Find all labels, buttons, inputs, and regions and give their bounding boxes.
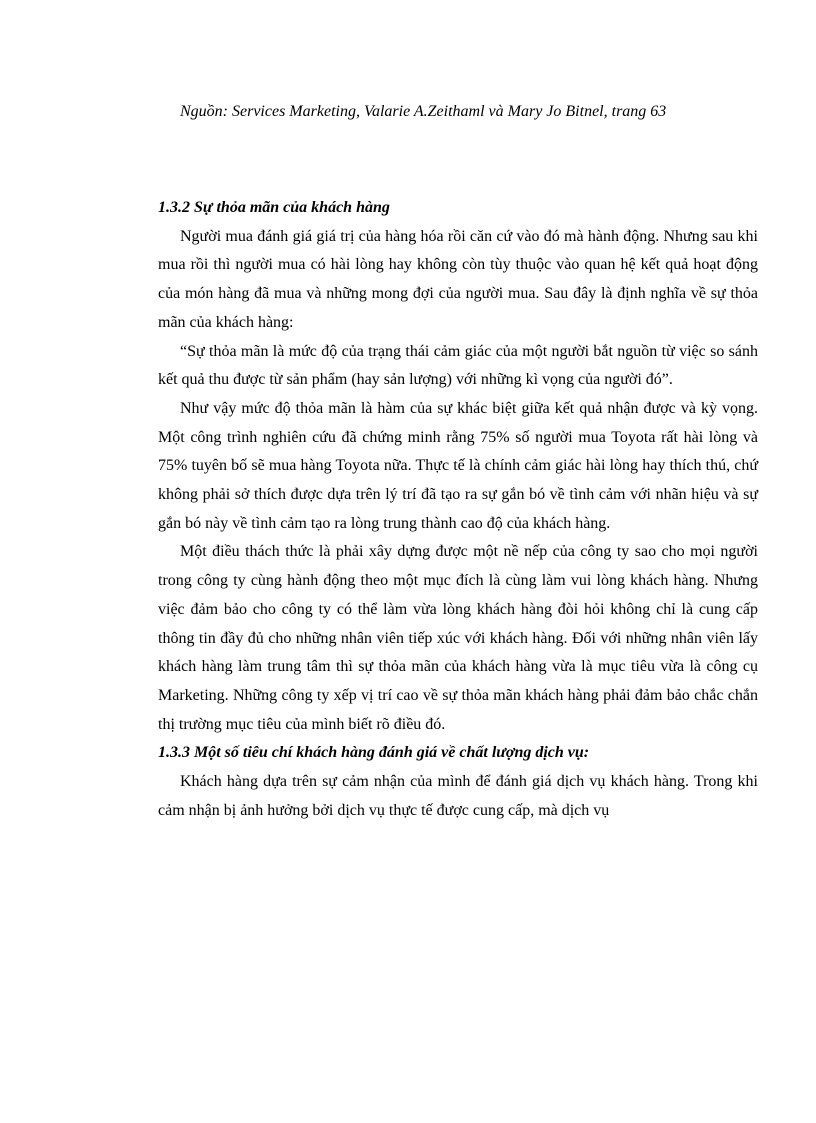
body-content [158, 194, 758, 825]
paragraph-quote: “Sự thỏa mãn là mức độ của trạng thái cảm giác của một người bắt nguồn từ việc so sánh kết quả thu được từ sản phẩm (hay sản lượng) với những kì vọng của người đó”. [158, 342, 758, 389]
section-heading-1-3-2: 1.3.2 Sự thỏa mãn của khách hàng [158, 199, 390, 216]
paragraph: Người mua đánh giá giá trị của hàng hóa rồi căn cứ vào đó mà hành động. Nhưng sau khi mua rồi thì người mua có hài lòng hay không còn tùy thuộc vào quan hệ kết quả hoạt động của món hàng đã mua và những mong đợi của người mua. Sau đây là định nghĩa về sự thỏa mãn của khách hàng: [158, 227, 758, 331]
source-citation: Nguồn: Services Marketing, Valarie A.Zeithaml và Mary Jo Bitnel, trang 63 [180, 103, 667, 120]
section-heading-1-3-3: 1.3.3 Một số tiêu chí khách hàng đánh giá về chất lượng dịch vụ: [158, 744, 590, 762]
paragraph: Như vậy mức độ thỏa mãn là hàm của sự khác biệt giữa kết quả nhận được và kỳ vọng. Một công trình nghiên cứu đã chứng minh rằng 75% số người mua Toyota rất hài lòng và 75% tuyên bố sẽ mua hàng Toyota nữa. Thực tế là chính cảm giác hài lòng hay thích thú, chứ không phải sở thích được dựa trên lý trí đã tạo ra sự gắn bó về tình cảm với nhãn hiệu và sự gắn bó này về tình cảm tạo ra lòng trung thành cao độ của khách hàng. [158, 399, 758, 532]
paragraph: Một điều thách thức là phải xây dựng được một nề nếp của công ty sao cho mọi người trong công ty cùng hành động theo một mục đích là cùng làm vui lòng khách hàng. Nhưng việc đảm bảo cho công ty có thể làm vừa lòng khách hàng đòi hỏi không chỉ là cung cấp thông tin đầy đủ cho những nhân viên tiếp xúc với khách hàng. Đối với những nhân viên lấy khách hàng làm trung tâm thì sự thỏa mãn của khách hàng vừa là mục tiêu vừa là công cụ Marketing. Những công ty xếp vị trí cao về sự thỏa mãn khách hàng phải đảm bảo chắc chắn thị trường mục tiêu của mình biết rõ điều đó. [158, 543, 758, 733]
paragraph: Khách hàng dựa trên sự cảm nhận của mình để đánh giá dịch vụ khách hàng. Trong khi cảm nhận bị ảnh hưởng bởi dịch vụ thực tế được cung cấp, mà dịch vụ [158, 773, 758, 819]
